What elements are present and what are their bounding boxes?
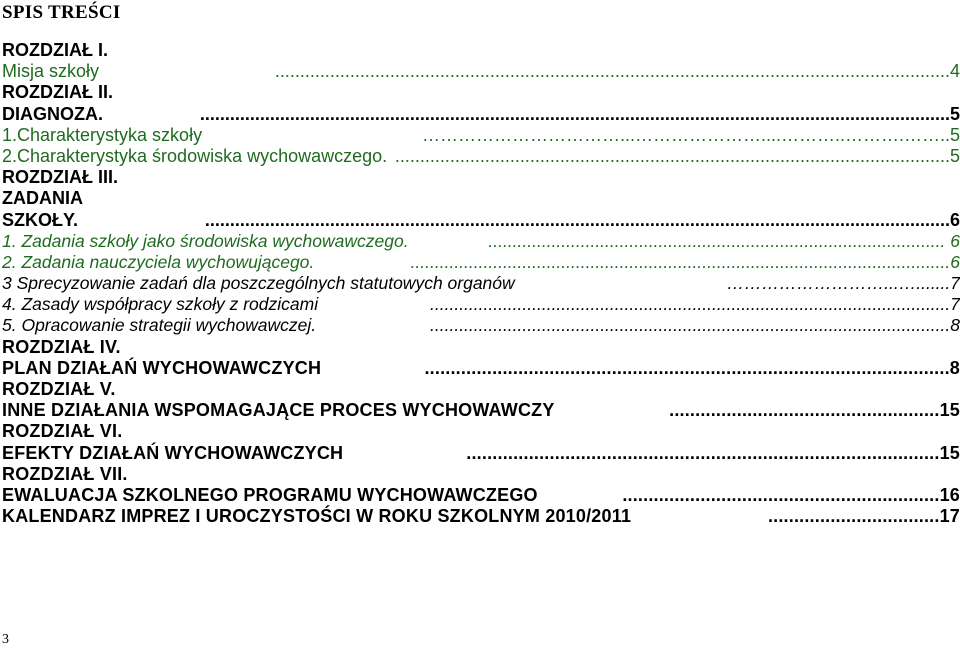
toc-page-number: 8 [949,357,960,378]
toc-leader: ............................................................................................................... [410,251,951,272]
toc-entry-text: Misja szkoły [2,61,100,82]
toc-page-number: 6 [950,230,960,251]
toc-entry[interactable] [0,358,960,379]
toc-entry-text: SZKOŁY. [2,209,79,230]
toc-entry[interactable] [0,146,960,167]
toc-entry-text: 5. Opracowanie strategii wychowawczej. [2,315,317,336]
toc-leader: ………………………...…....... [726,273,951,294]
table-of-contents [0,40,960,527]
toc-chapter-6 [0,421,960,442]
toc-chapter-7 [0,464,960,485]
toc-page-number: 4 [949,61,960,82]
toc-entry-text: KALENDARZ IMPREZ I UROCZYSTOŚCI W ROKU SZKOLNYM 2010/2011 [2,506,632,527]
toc-entry-text: ROZDZIAŁ III. [2,167,118,188]
toc-leader: ........................................................................................................... [430,294,951,315]
toc-page-number: 5 [949,145,960,166]
toc-entry-text: ROZDZIAŁ IV. [2,336,121,357]
toc-entry-text: 2.Charakterystyka środowiska wychowawczego. [2,145,388,166]
toc-page-number: 8 [950,315,960,336]
toc-entry[interactable] [0,443,960,464]
toc-entry-text-line [0,188,960,209]
toc-leader: ...................................................................................................................................................... [199,103,950,124]
toc-leader: ................................. [767,506,940,527]
toc-entry[interactable] [0,210,960,231]
toc-entry-text: ROZDZIAŁ II. [2,82,113,103]
toc-chapter-3 [0,167,960,188]
page-number: 3 [2,632,9,647]
toc-entry[interactable] [0,485,960,506]
page-title: SPIS TREŚCI [2,2,121,23]
toc-entry[interactable] [0,61,960,82]
toc-chapter-1 [0,40,960,61]
toc-page-number: 6 [949,209,960,230]
toc-entry[interactable] [0,400,960,421]
toc-chapter-4 [0,337,960,358]
toc-leader: .................................................... [669,400,940,421]
toc-entry[interactable] [0,506,960,527]
toc-entry-text: 1. Zadania szkoły jako środowiska wychowawczego. [2,230,409,251]
toc-entry-text: ROZDZIAŁ VI. [2,421,123,442]
toc-leader: ............................................................................................................... [394,145,950,166]
toc-entry-text: ROZDZIAŁ VII. [2,463,128,484]
toc-entry-text: ZADANIA [2,188,83,209]
toc-entry-text: 1.Charakterystyka szkoły [2,124,203,145]
toc-entry-text: INNE DZIAŁANIA WSPOMAGAJĄCE PROCES WYCHOWAWCZY [2,400,555,421]
toc-chapter-2 [0,82,960,103]
toc-entry[interactable] [0,104,960,125]
toc-entry-text: 4. Zasady współpracy szkoły z rodzicami [2,294,319,315]
toc-chapter-5 [0,379,960,400]
toc-page-number: 5 [949,124,960,145]
toc-entry-text: EFEKTY DZIAŁAŃ WYCHOWAWCZYCH [2,442,344,463]
toc-entry[interactable] [0,294,960,315]
toc-page-number: 17 [939,506,960,527]
toc-entry-text: DIAGNOZA. [2,103,103,124]
toc-leader: ....................................................................................................................................... [274,61,950,82]
toc-entry-text: ROZDZIAŁ V. [2,379,116,399]
toc-page-number: 16 [939,484,960,505]
toc-entry[interactable] [0,315,960,336]
toc-entry[interactable] [0,273,960,294]
toc-page-number: 7 [950,273,960,294]
toc-entry[interactable] [0,252,960,273]
toc-page-number: 7 [950,294,960,315]
toc-entry[interactable] [0,125,960,146]
toc-leader: ............................................................. [622,484,940,505]
toc-leader: .............................................................................................. [488,230,951,251]
toc-page-number: 5 [949,103,960,124]
toc-page-number: 15 [939,442,960,463]
toc-page-number: 6 [950,251,960,272]
toc-leader: ……………………………...…………………....………..……….…….. [421,124,950,145]
toc-entry-text: ROZDZIAŁ I. [2,40,108,60]
toc-entry[interactable] [0,231,960,252]
toc-entry-text: 3 Sprecyzowanie zadań dla poszczególnych statutowych organów [2,273,515,294]
toc-entry-text: EWALUACJA SZKOLNEGO PROGRAMU WYCHOWAWCZEGO [2,484,538,505]
toc-leader: ........................................................................................................... [430,315,951,336]
toc-leader: ..................................................................................................... [424,357,950,378]
toc-page-number: 15 [939,400,960,421]
toc-entry-text: 2. Zadania nauczyciela wychowującego. [2,251,315,272]
toc-leader: ..................................................................................................................................................... [204,209,950,230]
toc-leader: ........................................................................................... [466,442,940,463]
toc-entry-text: PLAN DZIAŁAŃ WYCHOWAWCZYCH [2,357,322,378]
